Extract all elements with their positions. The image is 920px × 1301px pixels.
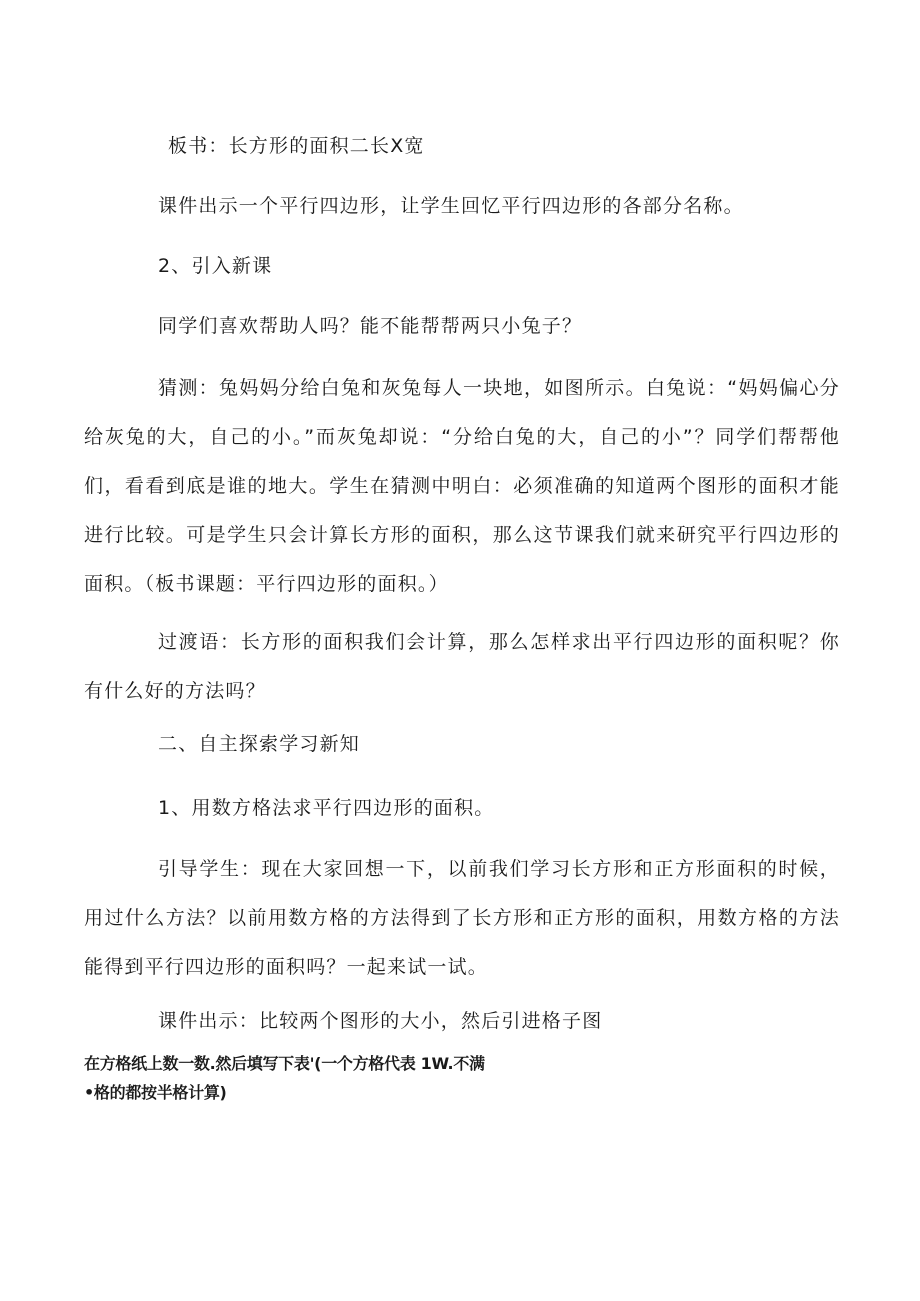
paragraph-transition: 过渡语：长方形的面积我们会计算，那么怎样求出平行四边形的面积呢？你有什么好的方法吗？ [84,631,840,702]
paragraph-guide-students: 引导学生：现在大家回想一下，以前我们学习长方形和正方形面积的时候，用过什么方法？以前用数方格的方法得到了长方形和正方形的面积，用数方格的方法能得到平行四边形的面积吗？一起来试一试。 [84,858,840,978]
paragraph-courseware-compare: 课件出示：比较两个图形的大小，然后引进格子图 [158,1010,603,1032]
section-heading-self-exploration: 二、自主探索学习新知 [158,733,361,755]
paragraph-show-parallelogram: 课件出示一个平行四边形，让学生回忆平行四边形的各部分名称。 [158,195,744,217]
blackboard-formula: 板书：长方形的面积二长X宽 [168,135,425,157]
section-heading-introduce-new-lesson: 2、引入新课 [158,255,273,277]
subsection-heading-count-squares: 1、用数方格法求平行四边形的面积。 [158,797,495,819]
worksheet-instruction-line-2: •格的都按半格计算) [84,1083,227,1102]
worksheet-instruction-line-1: 在方格纸上数一数.然后填写下表'(一个方格代表 1W.不满 [84,1054,485,1073]
paragraph-guess: 猜测：兔妈妈分给白兔和灰兔每人一块地，如图所示。白兔说：“妈妈偏心分给灰兔的大，自己的小。”而灰兔却说：“分给白兔的大，自己的小”？同学们帮帮他们，看看到底是谁的地大。学生在猜测中明白：必须准确的知道两个图形的面积才能进行比较。可是学生只会计算长方形的面积，那么这节课我们就来研究平行四边形的面积。（板书课题：平行四边形的面积。） [84,377,840,595]
paragraph-help-rabbits: 同学们喜欢帮助人吗？能不能帮帮两只小兔子？ [158,315,583,337]
